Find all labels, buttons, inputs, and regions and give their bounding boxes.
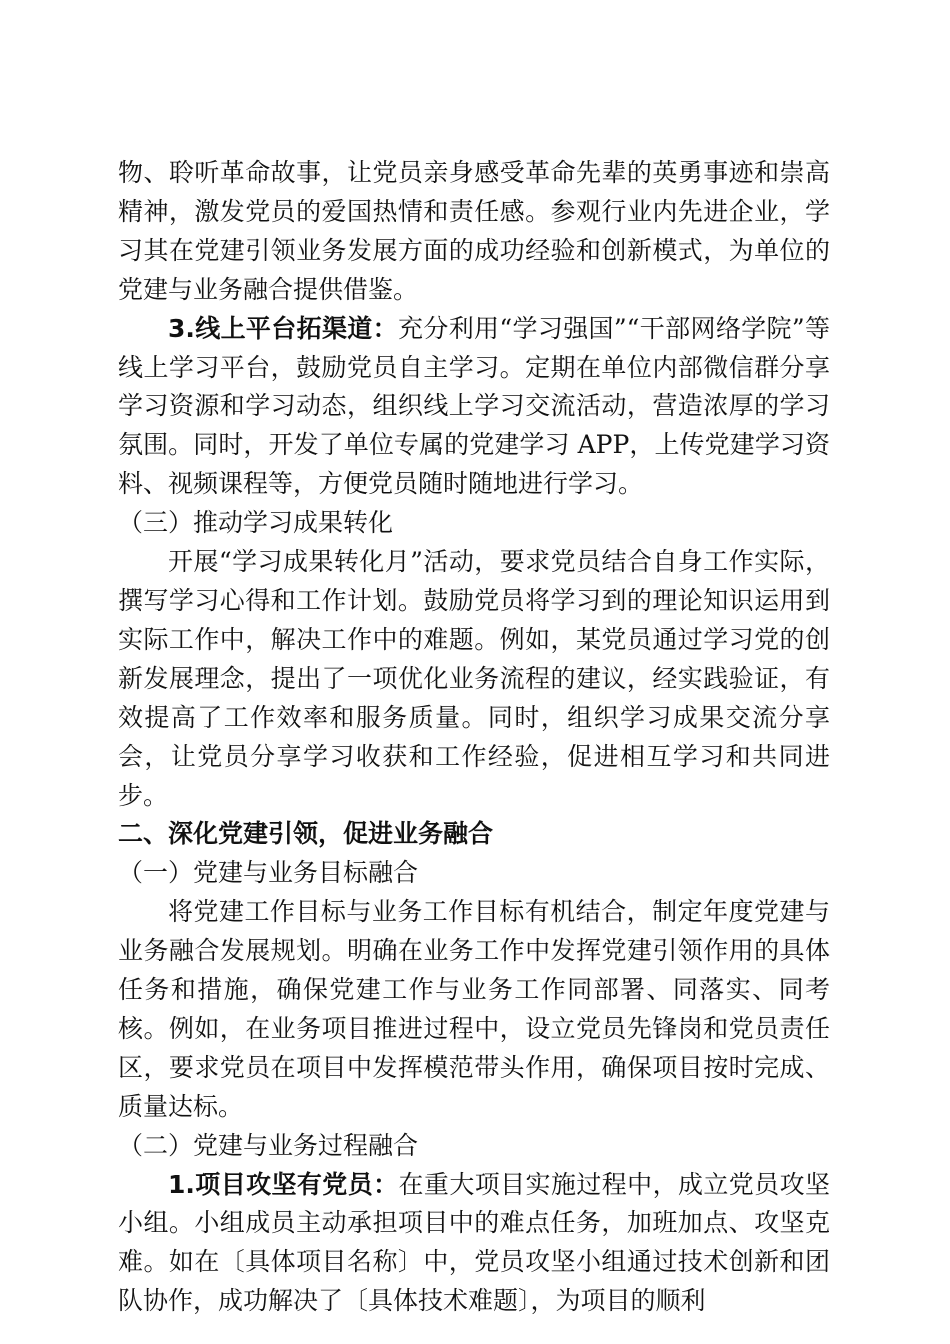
paragraph-text: 充分利用“学习强国”“干部网络学院”等线上学习平台，鼓励党员自主学习。定期在单位内部微信群分享学习资源和学习动态，组织线上学习交流活动，营造浓厚的学习氛围。同时，开发了单位专属的党建学习 APP，上传党建学习资料、视频课程等，方便党员随时随地进行学习。 (118, 313, 830, 499)
paragraph-continuation: 物、聆听革命故事，让党员亲身感受革命先辈的英勇事迹和崇高精神，激发党员的爱国热情和责任感。参观行业内先进企业，学习其在党建引领业务发展方面的成功经验和创新模式，为单位的党建与业务融合提供借鉴。 (118, 158, 830, 304)
sub-heading-learning-results: （三）推动学习成果转化 (118, 508, 394, 538)
paragraph-project-tackling (118, 1166, 830, 1322)
sub-heading-goal-integration: （一）党建与业务目标融合 (118, 858, 419, 888)
paragraph-lead-label: 1.项目攻坚有党员： (168, 1169, 399, 1199)
section-heading-2: 二、深化党建引领，促进业务融合 (118, 819, 494, 849)
paragraph-online-platform (118, 310, 830, 505)
sub-heading-process-integration: （二）党建与业务过程融合 (118, 1130, 419, 1160)
paragraph-text: 在重大项目实施过程中，成立党员攻坚小组。小组成员主动承担项目中的难点任务，加班加点、攻坚克难。如在〔具体项目名称〕中，党员攻坚小组通过技术创新和团队协作，成功解决了〔具体技术难题〕，为项目的顺利 (118, 1169, 830, 1316)
paragraph-learning-results: 开展“学习成果转化月”活动，要求党员结合自身工作实际，撰写学习心得和工作计划。鼓励党员将学习到的理论知识运用到实际工作中，解决工作中的难题。例如，某党员通过学习党的创新发展理念，提出了一项优化业务流程的建议，经实践验证，有效提高了工作效率和服务质量。同时，组织学习成果交流分享会，让党员分享学习收获和工作经验，促进相互学习和共同进步。 (118, 547, 830, 810)
paragraph-goal-integration: 将党建工作目标与业务工作目标有机结合，制定年度党建与业务融合发展规划。明确在业务工作中发挥党建引领作用的具体任务和措施，确保党建工作与业务工作同部署、同落实、同考核。例如，在业务项目推进过程中，设立党员先锋岗和党员责任区，要求党员在项目中发挥模范带头作用，确保项目按时完成、质量达标。 (118, 897, 830, 1121)
document-body (118, 154, 830, 1321)
paragraph-lead-label: 3.线上平台拓渠道： (168, 313, 398, 343)
